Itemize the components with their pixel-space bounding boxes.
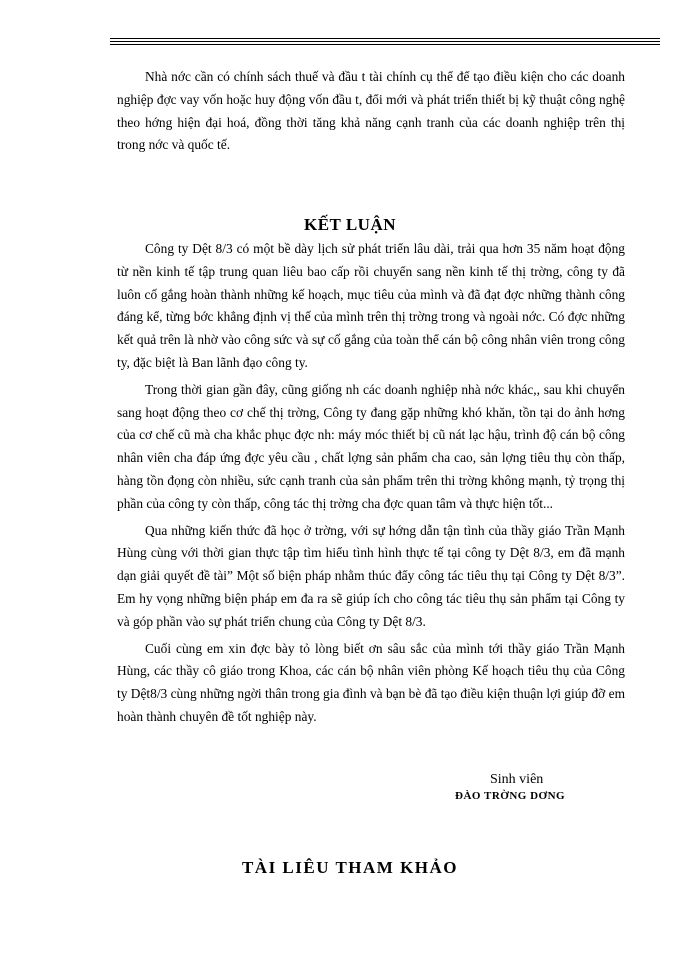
intro-paragraph-block [117, 66, 625, 157]
signer-title: Sinh viên [490, 772, 544, 787]
header-rule-middle [110, 41, 660, 42]
conclusion-body [117, 238, 625, 733]
conclusion-paragraph-3: Qua những kiến thức đã học ở trờng, với sự hớng dẫn tận tình của thầy giáo Trần Mạnh Hùng cùng với thời gian thực tập tìm hiểu tình hình thực tế tại công ty Dệt 8/3, em đã mạnh dạn giải quyết đề tài” Một số biện pháp nhằm thúc đẩy công tác tiêu thụ tại Công ty Dệt 8/3”. Em hy vọng những biện pháp em đa ra sẽ giúp ích cho công tác tiêu thụ sản phẩm tại Công ty và góp phần vào sự phát triển chung của Công ty Dệt 8/3. [117, 522, 625, 629]
references-heading: TÀI LIÊU THAM KHẢO [241, 858, 459, 877]
intro-paragraph: Nhà nớc cần có chính sách thuế và đầu t tài chính cụ thể để tạo điều kiện cho các doanh nghiệp đợc vay vốn hoặc huy động vốn đầu t, đổi mới và phát triển thiết bị kỹ thuật công nghệ theo hớng hiện đại hoá, đồng thời tăng khả năng cạnh tranh của các doanh nghiệp trên thị trong nớc và quốc tế. [117, 69, 625, 153]
header-rule-top [110, 38, 660, 39]
conclusion-heading: KẾT LUẬN [303, 215, 396, 234]
signer-name: ĐÀO TRỜNG DƠNG [455, 790, 566, 802]
header-rule-bottom [110, 44, 660, 45]
conclusion-paragraph-1: Công ty Dệt 8/3 có một bề dày lịch sử phát triển lâu dài, trải qua hơn 35 năm hoạt động từ nền kinh tế tập trung quan liêu bao cấp rồi chuyển sang nền kinh tế thị trờng, công ty đã luôn cố gắng hoàn thành những kế hoạch, mục tiêu của mình và đã đạt đợc những thành công đáng kể, từng bớc khẳng định vị thế của mình trên thị trờng trong và ngoài nớc. Có đợc những kết quả trên là nhờ vào công sức và sự cố gắng của toàn thể cán bộ công nhân viên trong công ty, đặc biệt là Ban lãnh đạo công ty. [117, 241, 625, 370]
conclusion-paragraph-2: Trong thời gian gần đây, cũng giống nh các doanh nghiệp nhà nớc khác,, sau khi chuyển sang hoạt động theo cơ chế thị trờng, Công ty đang gặp những khó khăn, tồn tại do ảnh hơng của cơ chế cũ mà cha khắc phục đợc nh: máy móc thiết bị cũ nát lạc hậu, trình độ cán bộ công nhân viên cha đáp ứng đợc yêu cầu , chất lợng sản phẩm cha cao, sản lợng tiêu thụ còn thấp, hàng tồn đọng còn nhiều, sức cạnh tranh của sản phẩm trên thi trờng không mạnh, tỷ trọng thị phần của công ty còn thấp, công tác thị trờng cha đợc quan tâm và thực hiện tốt... [117, 381, 625, 511]
conclusion-paragraph-4: Cuối cùng em xin đợc bày tỏ lòng biết ơn sâu sắc của mình tới thầy giáo Trần Mạnh Hùng, các thầy cô giáo trong Khoa, các cán bộ nhân viên phòng Kế hoạch tiêu thụ của Công ty Dệt8/3 cùng những ngời thân trong gia đình và bạn bè đã tạo điều kiện thuận lợi giúp đỡ em hoàn thành chuyên đề tốt nghiệp này. [117, 640, 625, 724]
